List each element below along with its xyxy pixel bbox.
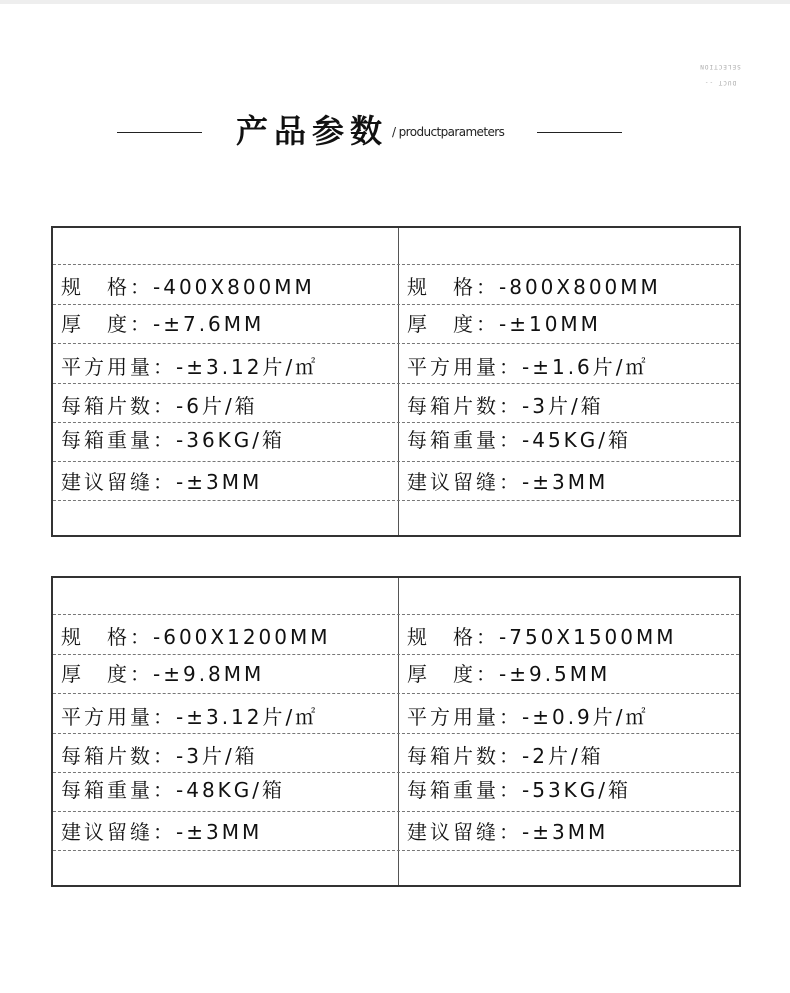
row-divider [53,693,739,694]
spec-value: 3片/箱 [532,394,604,418]
spec-row [61,275,315,299]
spec-row [61,625,331,649]
header-rule-left [117,132,202,133]
row-divider [53,811,739,812]
spec-value: 750X1500MM [509,625,677,649]
spec-separator: ：- [153,744,187,768]
spec-separator: ：- [153,820,187,844]
spec-value: ±3.12片/㎡ [186,705,319,729]
spec-row [407,820,608,844]
spec-row [61,820,262,844]
spec-separator: ：- [153,778,187,802]
spec-label: 每箱片数 [61,744,153,768]
spec-label: 建议留缝 [407,470,499,494]
spec-label: 厚 度 [61,662,130,686]
spec-label: 平方用量 [61,355,153,379]
spec-row [61,662,264,686]
spec-separator: ：- [499,355,533,379]
spec-separator: ：- [476,625,510,649]
spec-value: ±0.9片/㎡ [532,705,649,729]
page-title: 产品参数 [236,112,389,150]
spec-label: 每箱重量 [61,778,153,802]
spec-table-2 [51,576,741,887]
row-divider [53,614,739,615]
spec-row [407,625,677,649]
spec-value: 800X800MM [509,275,661,299]
row-divider [53,343,739,344]
spec-separator: ：- [130,312,164,336]
spec-label: 规 格 [61,625,130,649]
spec-label: 每箱重量 [407,428,499,452]
spec-value: 45KG/箱 [532,428,632,452]
spec-label: 厚 度 [407,662,476,686]
spec-label: 建议留缝 [407,820,499,844]
spec-row [407,428,631,452]
spec-value: ±3MM [532,470,609,494]
spec-label: 每箱重量 [407,778,499,802]
spec-label: 规 格 [407,625,476,649]
spec-value: ±3MM [186,820,263,844]
spec-label: 规 格 [61,275,130,299]
spec-row [407,312,601,336]
spec-row [407,470,608,494]
spec-row [61,394,258,418]
spec-row [61,312,264,336]
spec-separator: ：- [499,394,533,418]
row-divider [53,654,739,655]
spec-separator: ：- [499,778,533,802]
row-divider [53,850,739,851]
spec-row [61,705,318,729]
spec-separator: ：- [499,470,533,494]
row-divider [53,264,739,265]
spec-label: 每箱片数 [407,744,499,768]
spec-row [407,778,631,802]
spec-separator: ：- [499,820,533,844]
spec-value: ±9.8MM [163,662,265,686]
spec-label: 平方用量 [61,705,153,729]
spec-value: 400X800MM [163,275,315,299]
column-divider [398,578,399,885]
corner-decoration [690,58,750,90]
spec-value: ±7.6MM [163,312,265,336]
row-divider [53,422,739,423]
row-divider [53,383,739,384]
spec-label: 建议留缝 [61,820,153,844]
spec-separator: ：- [476,662,510,686]
spec-label: 每箱片数 [407,394,499,418]
row-divider [53,500,739,501]
spec-label: 每箱重量 [61,428,153,452]
spec-value: 6片/箱 [186,394,258,418]
section-header [0,100,790,160]
spec-separator: ：- [130,275,164,299]
spec-row [407,744,604,768]
spec-value: 48KG/箱 [186,778,286,802]
spec-separator: ：- [153,355,187,379]
spec-row [61,778,285,802]
spec-row [407,355,649,379]
spec-row [61,428,285,452]
spec-row [61,744,258,768]
spec-label: 规 格 [407,275,476,299]
corner-text-line: SELECTION [699,63,741,70]
spec-label: 厚 度 [61,312,130,336]
spec-separator: ：- [476,275,510,299]
corner-text-line: DUCT -- [703,79,737,86]
row-divider [53,772,739,773]
spec-label: 厚 度 [407,312,476,336]
spec-value: ±3MM [186,470,263,494]
spec-value: 53KG/箱 [532,778,632,802]
spec-value: 600X1200MM [163,625,331,649]
page-subtitle: / productparameters [392,125,505,139]
spec-separator: ：- [499,744,533,768]
row-divider [53,733,739,734]
spec-value: 2片/箱 [532,744,604,768]
spec-value: ±10MM [509,312,601,336]
spec-separator: ：- [130,662,164,686]
spec-separator: ：- [153,470,187,494]
spec-value: ±9.5MM [509,662,611,686]
spec-row [407,705,649,729]
spec-row [407,394,604,418]
spec-value: ±1.6片/㎡ [532,355,649,379]
spec-separator: ：- [153,394,187,418]
spec-separator: ：- [130,625,164,649]
spec-label: 平方用量 [407,355,499,379]
column-divider [398,228,399,535]
spec-value: ±3.12片/㎡ [186,355,319,379]
spec-separator: ：- [153,705,187,729]
header-rule-right [537,132,622,133]
spec-label: 每箱片数 [61,394,153,418]
spec-row [61,355,318,379]
spec-row [407,275,661,299]
top-bar [0,0,790,4]
spec-separator: ：- [499,428,533,452]
spec-table-1 [51,226,741,537]
spec-row [61,470,262,494]
spec-value: 36KG/箱 [186,428,286,452]
row-divider [53,461,739,462]
spec-separator: ：- [153,428,187,452]
row-divider [53,304,739,305]
spec-label: 建议留缝 [61,470,153,494]
spec-value: ±3MM [532,820,609,844]
spec-label: 平方用量 [407,705,499,729]
spec-row [407,662,610,686]
spec-separator: ：- [499,705,533,729]
spec-separator: ：- [476,312,510,336]
spec-value: 3片/箱 [186,744,258,768]
